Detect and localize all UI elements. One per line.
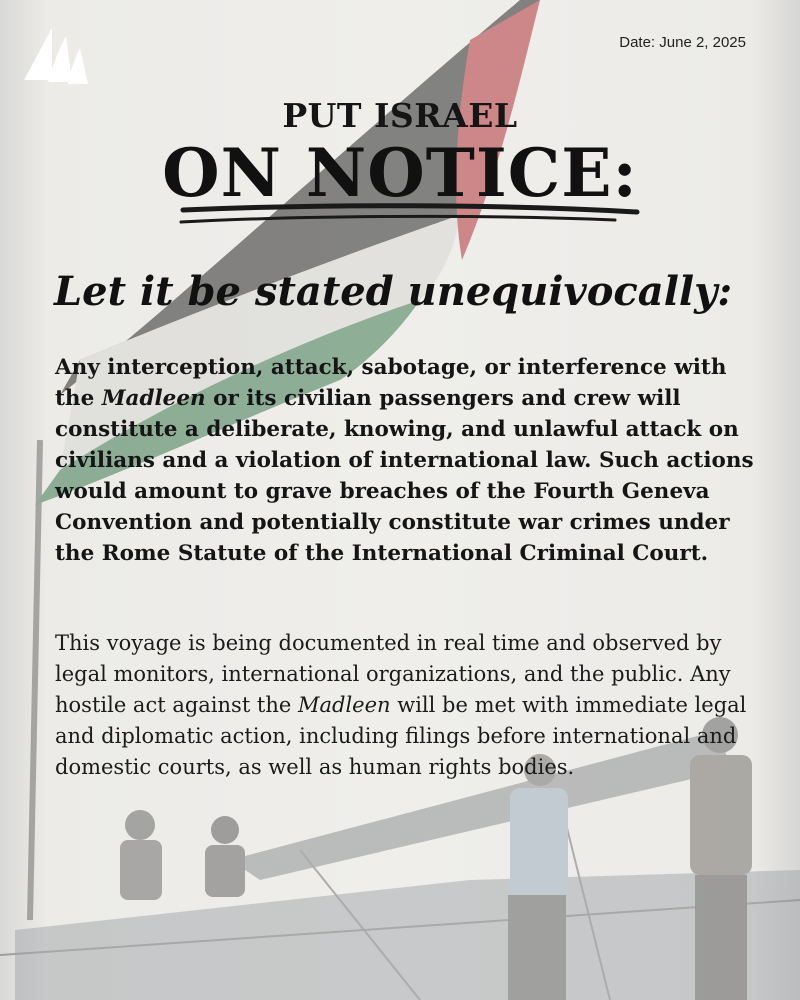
sails-icon bbox=[22, 26, 92, 90]
title-line-1: PUT ISRAEL bbox=[282, 96, 518, 135]
paragraph-2-text-end: will be met with immediate legal and diplomatic action, including filings before international and domestic courts, as well as human rights bodies. bbox=[55, 693, 747, 779]
paragraph-documentation bbox=[55, 628, 755, 783]
vessel-name: Madleen bbox=[298, 693, 391, 717]
subheading: Let it be stated unequivocally: bbox=[54, 268, 733, 315]
paragraph-1-text-end: or its civilian passengers and crew will constitute a deliberate, knowing, and unlawful attack on civilians and a violation of international law. Such actions would amount to grave breaches of the Fourth Geneva Convention and potentially constitute war crimes under the Rome Statute of the International Criminal Court. bbox=[55, 386, 754, 566]
paragraph-2-text-start: This voyage is being documented in real time and observed by legal monitors, international organizations, and the public. Any hostile act against the bbox=[55, 631, 731, 717]
paragraph-warning bbox=[55, 352, 755, 569]
paragraph-1-text-start: Any interception, attack, sabotage, or interference with the bbox=[55, 355, 727, 411]
title-line-2: ON NOTICE: bbox=[162, 134, 638, 212]
brush-underline bbox=[175, 200, 645, 230]
date-label: Date: June 2, 2025 bbox=[619, 34, 746, 51]
vessel-name: Madleen bbox=[101, 386, 206, 411]
